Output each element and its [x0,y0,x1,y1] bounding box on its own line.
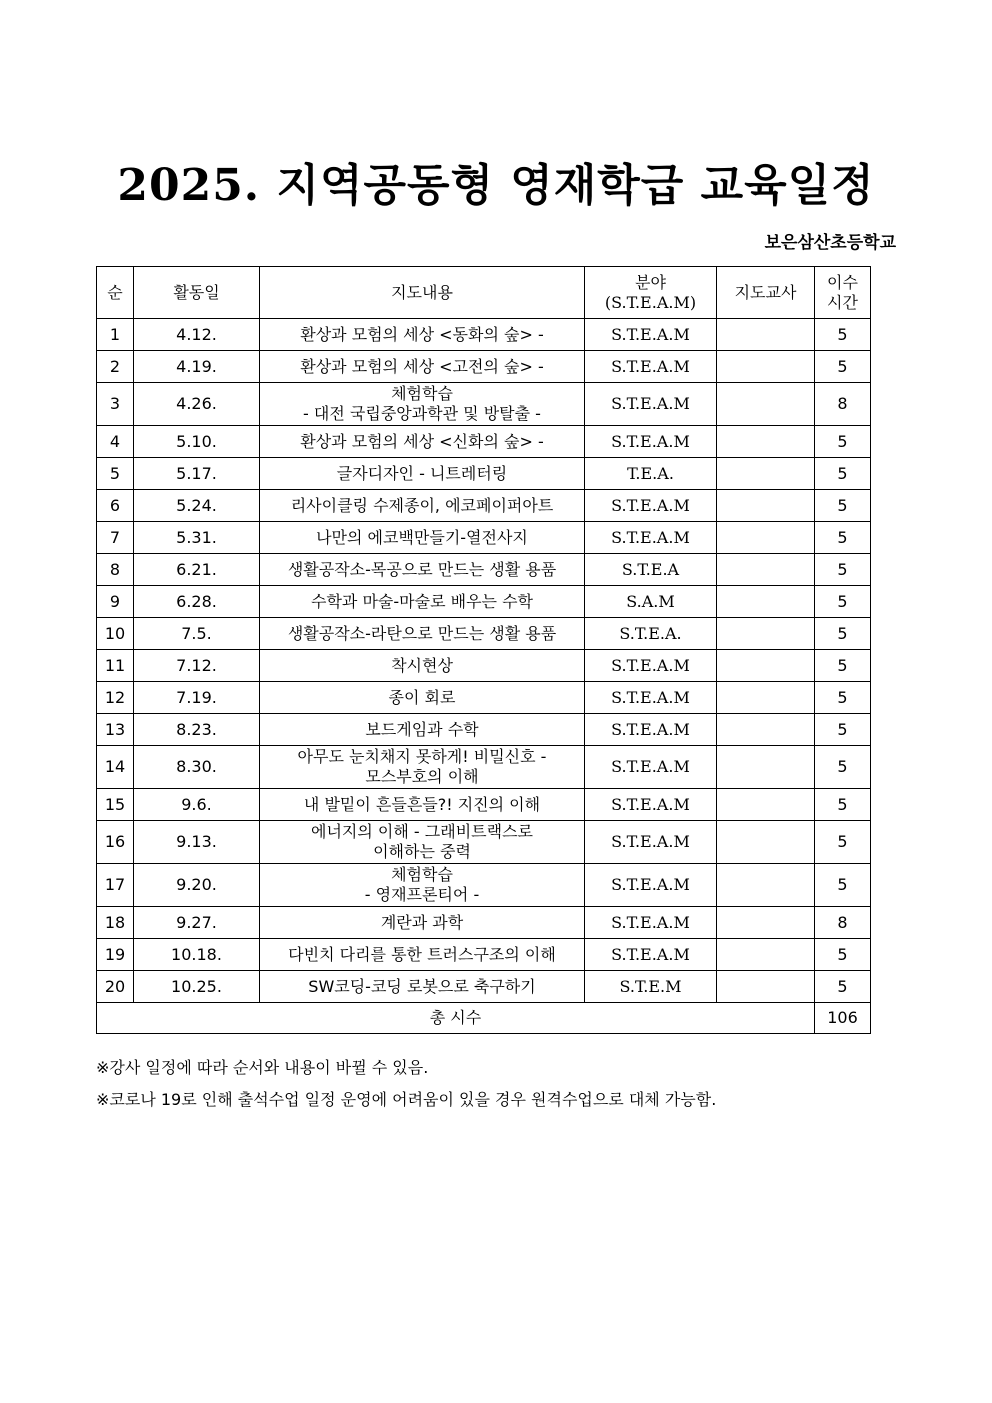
cell-date: 7.12. [134,650,260,682]
cell-hours: 5 [815,554,871,586]
cell-content-line: - 영재프론티어 - [364,885,480,904]
cell-field: S.T.E.A.M [585,319,717,351]
cell-field: S.T.E.A.M [585,383,717,426]
header-field-line2: (S.T.E.A.M) [604,292,697,312]
cell-field: S.T.E.A [585,554,717,586]
cell-no: 6 [97,490,134,522]
cell-content-line: 환상과 모험의 세상 <고전의 숲> - [300,356,544,376]
cell-content-line: - 대전 국립중앙과학관 및 방탈출 - [303,404,541,423]
cell-content-line: 이해하는 중력 [373,842,471,861]
cell-content [260,746,585,789]
table-row [97,650,871,682]
table-row [97,907,871,939]
cell-content-line: 착시현상 [391,655,453,675]
table-row [97,821,871,864]
cell-hours: 5 [815,714,871,746]
cell-date: 8.30. [134,746,260,789]
cell-no: 12 [97,682,134,714]
cell-content-line: 나만의 에코백만들기-열전사지 [316,527,528,547]
cell-hours: 5 [815,586,871,618]
cell-date: 5.10. [134,426,260,458]
cell-field: S.T.E.A. [585,618,717,650]
cell-hours: 5 [815,458,871,490]
cell-content [260,618,585,650]
cell-content-line: 종이 회로 [388,687,456,707]
header-date: 활동일 [134,267,260,319]
cell-content-line: 환상과 모험의 세상 <동화의 숲> - [300,324,544,344]
cell-no: 19 [97,939,134,971]
notes [96,1052,716,1116]
cell-teacher [717,490,815,522]
cell-field: S.T.E.M [585,971,717,1003]
cell-teacher [717,383,815,426]
cell-date: 9.13. [134,821,260,864]
cell-date: 8.23. [134,714,260,746]
header-no: 순 [97,267,134,319]
header-hours-line2: 시간 [827,292,858,312]
table-row [97,939,871,971]
cell-content [260,586,585,618]
cell-content [260,522,585,554]
cell-field: S.T.E.A.M [585,522,717,554]
cell-field: S.T.E.A.M [585,789,717,821]
header-hours-line1: 이수 [827,272,858,292]
cell-teacher [717,971,815,1003]
cell-hours: 5 [815,821,871,864]
cell-date: 6.28. [134,586,260,618]
cell-field: S.T.E.A.M [585,490,717,522]
cell-date: 5.17. [134,458,260,490]
cell-content-line: 글자디자인 - 니트레터링 [336,463,508,483]
cell-field: S.A.M [585,586,717,618]
cell-date: 5.24. [134,490,260,522]
note-item: ※코로나 19로 인해 출석수업 일정 운영에 어려움이 있을 경우 원격수업으로 대체 가능함. [96,1090,717,1109]
cell-teacher [717,714,815,746]
cell-content-line: 다빈치 다리를 통한 트러스구조의 이해 [288,944,556,964]
table-row [97,682,871,714]
cell-content [260,907,585,939]
cell-field: S.T.E.A.M [585,351,717,383]
cell-field: S.T.E.A.M [585,939,717,971]
cell-date: 9.6. [134,789,260,821]
cell-content [260,383,585,426]
cell-date: 7.19. [134,682,260,714]
cell-hours: 5 [815,971,871,1003]
cell-date: 5.31. [134,522,260,554]
cell-no: 18 [97,907,134,939]
table-row [97,971,871,1003]
cell-field: S.T.E.A.M [585,821,717,864]
cell-field: T.E.A. [585,458,717,490]
cell-content [260,971,585,1003]
cell-teacher [717,586,815,618]
table-row [97,426,871,458]
page-title: 2025. 지역공동형 영재학급 교육일정 [117,160,875,211]
cell-hours: 5 [815,682,871,714]
cell-teacher [717,907,815,939]
cell-content [260,864,585,907]
cell-content-line: 계란과 과학 [380,912,464,932]
cell-content-line: 생활공작소-목공으로 만드는 생활 용품 [287,559,557,579]
cell-no: 3 [97,383,134,426]
table-row [97,383,871,426]
cell-teacher [717,618,815,650]
cell-content-line: 체험학습 [391,865,453,884]
cell-field: S.T.E.A.M [585,864,717,907]
cell-content-line: 생활공작소-라탄으로 만드는 생활 용품 [287,623,557,643]
cell-content [260,490,585,522]
cell-field: S.T.E.A.M [585,746,717,789]
table-row [97,586,871,618]
schedule-body [97,319,871,1003]
cell-content [260,821,585,864]
header-content: 지도내용 [260,267,585,319]
cell-no: 17 [97,864,134,907]
cell-content [260,939,585,971]
cell-hours: 5 [815,650,871,682]
cell-hours: 8 [815,907,871,939]
cell-hours: 5 [815,746,871,789]
cell-hours: 5 [815,490,871,522]
school-name: 보은삼산초등학교 [764,233,896,253]
cell-hours: 8 [815,383,871,426]
table-row [97,789,871,821]
total-label: 총 시수 [97,1003,815,1034]
cell-content [260,789,585,821]
cell-hours: 5 [815,351,871,383]
cell-teacher [717,554,815,586]
cell-teacher [717,864,815,907]
cell-date: 4.19. [134,351,260,383]
header-field-line1: 분야 [635,272,666,292]
cell-hours: 5 [815,939,871,971]
cell-no: 8 [97,554,134,586]
cell-content [260,682,585,714]
cell-date: 9.20. [134,864,260,907]
cell-no: 1 [97,319,134,351]
cell-hours: 5 [815,522,871,554]
cell-teacher [717,426,815,458]
header-teacher: 지도교사 [717,267,815,319]
cell-no: 11 [97,650,134,682]
cell-date: 10.25. [134,971,260,1003]
total-hours: 106 [815,1003,871,1034]
cell-date: 4.26. [134,383,260,426]
cell-content-line: 내 발밑이 흔들흔들?! 지진의 이해 [303,794,541,814]
cell-no: 16 [97,821,134,864]
total-row [97,1003,871,1034]
cell-no: 2 [97,351,134,383]
cell-content-line: 체험학습 [391,384,453,403]
header-row [97,267,871,319]
header-field [585,267,717,319]
cell-teacher [717,319,815,351]
cell-content-line: 모스부호의 이해 [365,767,479,786]
table-row [97,490,871,522]
cell-field: S.T.E.A.M [585,907,717,939]
cell-no: 4 [97,426,134,458]
note-item: ※강사 일정에 따라 순서와 내용이 바뀔 수 있음. [96,1058,429,1077]
table-row [97,618,871,650]
cell-teacher [717,458,815,490]
cell-content [260,554,585,586]
table-row [97,714,871,746]
cell-content-line: 보드게임과 수학 [365,719,479,739]
cell-no: 13 [97,714,134,746]
table-row [97,864,871,907]
cell-content-line: 에너지의 이해 - 그래비트랙스로 [311,822,533,841]
table-row [97,746,871,789]
cell-field: S.T.E.A.M [585,650,717,682]
cell-date: 4.12. [134,319,260,351]
cell-teacher [717,746,815,789]
table-row [97,319,871,351]
cell-no: 9 [97,586,134,618]
cell-teacher [717,821,815,864]
cell-teacher [717,351,815,383]
cell-hours: 5 [815,426,871,458]
table-row [97,522,871,554]
cell-no: 10 [97,618,134,650]
cell-content-line: 리사이클링 수제종이, 에코페이퍼아트 [290,495,554,515]
cell-hours: 5 [815,864,871,907]
cell-content [260,458,585,490]
cell-teacher [717,789,815,821]
header-hours [815,267,871,319]
cell-teacher [717,682,815,714]
cell-content-line: 환상과 모험의 세상 <신화의 숲> - [300,431,544,451]
cell-hours: 5 [815,789,871,821]
cell-field: S.T.E.A.M [585,714,717,746]
cell-teacher [717,522,815,554]
cell-date: 7.5. [134,618,260,650]
cell-no: 7 [97,522,134,554]
cell-content [260,714,585,746]
cell-content [260,319,585,351]
cell-no: 15 [97,789,134,821]
cell-date: 10.18. [134,939,260,971]
cell-content [260,650,585,682]
cell-no: 14 [97,746,134,789]
cell-content-line: 아무도 눈치채지 못하게! 비밀신호 - [297,747,547,766]
cell-content [260,351,585,383]
cell-date: 6.21. [134,554,260,586]
cell-hours: 5 [815,319,871,351]
schedule-table [96,266,871,1034]
cell-no: 20 [97,971,134,1003]
cell-content [260,426,585,458]
cell-content-line: 수학과 마술-마술로 배우는 수학 [311,591,533,611]
table-row [97,351,871,383]
cell-teacher [717,939,815,971]
cell-content-line: SW코딩-코딩 로봇으로 축구하기 [308,976,536,996]
cell-date: 9.27. [134,907,260,939]
cell-field: S.T.E.A.M [585,682,717,714]
cell-field: S.T.E.A.M [585,426,717,458]
table-row [97,554,871,586]
cell-teacher [717,650,815,682]
table-row [97,458,871,490]
cell-hours: 5 [815,618,871,650]
cell-no: 5 [97,458,134,490]
